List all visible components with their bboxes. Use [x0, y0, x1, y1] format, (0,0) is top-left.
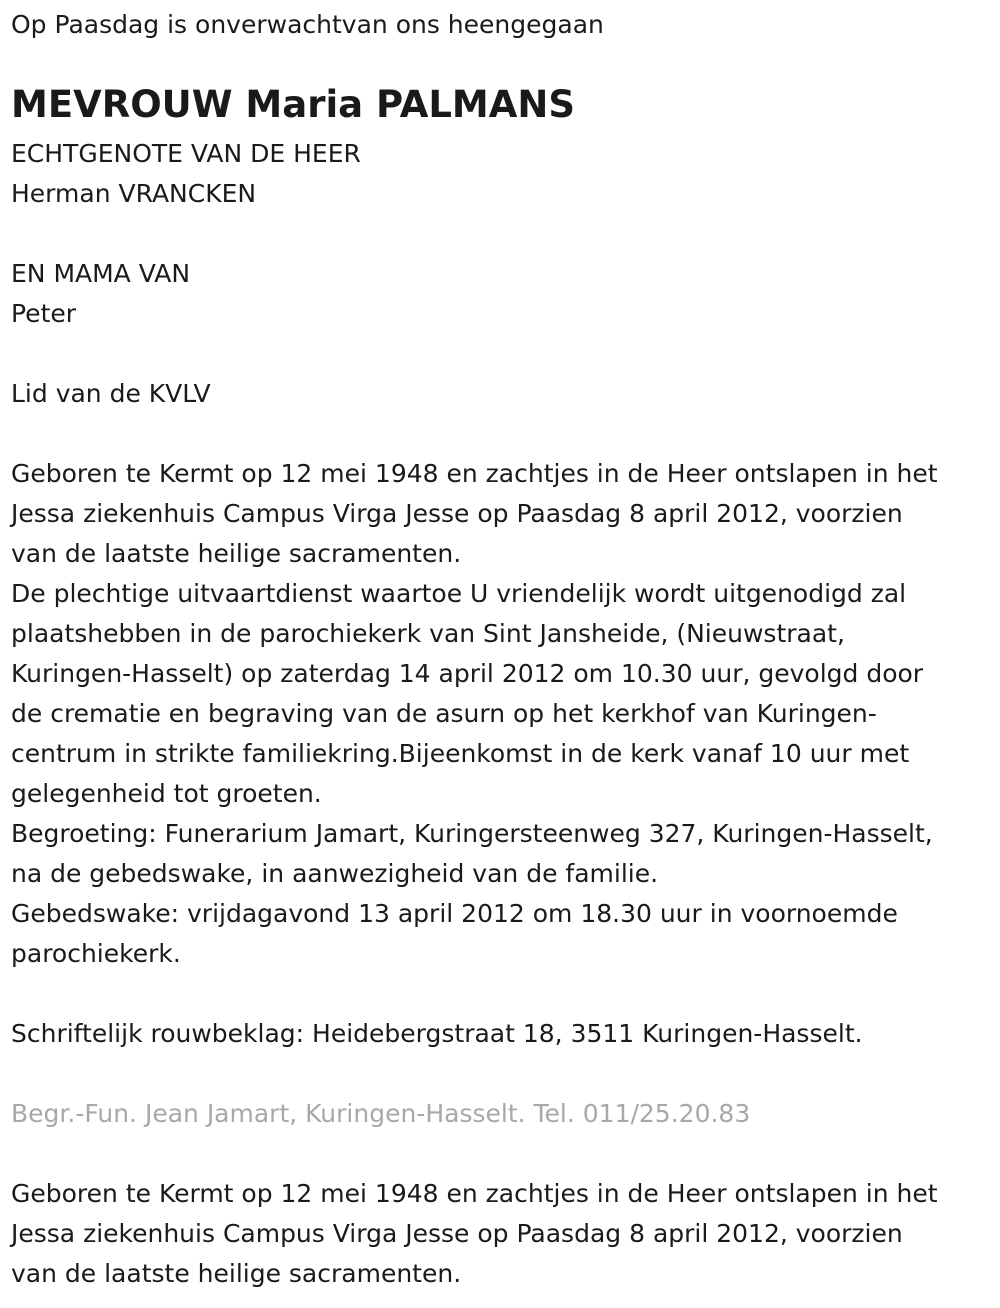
funeral-home-text: Begr.-Fun. Jean Jamart, Kuringen-Hasselt. Tel. 011/25.20.83	[11, 1099, 751, 1128]
body-line: De plechtige uitvaartdienst waartoe U vriendelijk wordt uitgenodigd zal	[11, 579, 907, 608]
repeat-line: Geboren te Kermt op 12 mei 1948 en zachtjes in de Heer ontslapen in het	[11, 1179, 938, 1208]
repeat-text	[11, 1174, 938, 1294]
intro-text: Op Paasdag is onverwachtvan ons heengegaan	[11, 10, 604, 39]
body-line: plaatshebben in de parochiekerk van Sint Jansheide, (Nieuwstraat,	[11, 619, 845, 648]
funeral-home-block	[11, 1094, 750, 1134]
body-line: parochiekerk.	[11, 939, 181, 968]
body-line: centrum in strikte familiekring.Bijeenkomst in de kerk vanaf 10 uur met	[11, 739, 910, 768]
mother-label: EN MAMA VAN	[11, 259, 191, 288]
body-line: de crematie en begraving van de asurn op het kerkhof van Kuringen-	[11, 699, 877, 728]
spouse-name: Herman VRANCKEN	[11, 179, 257, 208]
membership-text: Lid van de KVLV	[11, 379, 211, 408]
spouse-block	[11, 134, 361, 214]
repeat-line: Jessa ziekenhuis Campus Virga Jesse op Paasdag 8 april 2012, voorzien	[11, 1219, 903, 1248]
body-text	[11, 454, 938, 974]
deceased-name: MEVROUW Maria PALMANS	[11, 83, 575, 126]
body-line: Begroeting: Funerarium Jamart, Kuringersteenweg 327, Kuringen-Hasselt,	[11, 819, 933, 848]
body-line: van de laatste heilige sacramenten.	[11, 539, 462, 568]
body-line: na de gebedswake, in aanwezigheid van de familie.	[11, 859, 659, 888]
child-block	[11, 254, 190, 334]
spouse-label: ECHTGENOTE VAN DE HEER	[11, 139, 361, 168]
body-line: Jessa ziekenhuis Campus Virga Jesse op Paasdag 8 april 2012, voorzien	[11, 499, 903, 528]
body-line: Kuringen-Hasselt) op zaterdag 14 april 2012 om 10.30 uur, gevolgd door	[11, 659, 924, 688]
condolence-block	[11, 1014, 863, 1054]
body-line: Geboren te Kermt op 12 mei 1948 en zachtjes in de Heer ontslapen in het	[11, 459, 938, 488]
body-line: Gebedswake: vrijdagavond 13 april 2012 om 18.30 uur in voornoemde	[11, 899, 898, 928]
repeat-line: van de laatste heilige sacramenten.	[11, 1259, 462, 1288]
body-line: gelegenheid tot groeten.	[11, 779, 322, 808]
condolence-address: Schriftelijk rouwbeklag: Heidebergstraat 18, 3511 Kuringen-Hasselt.	[11, 1019, 863, 1048]
child-name: Peter	[11, 299, 77, 328]
membership-block	[11, 374, 211, 414]
